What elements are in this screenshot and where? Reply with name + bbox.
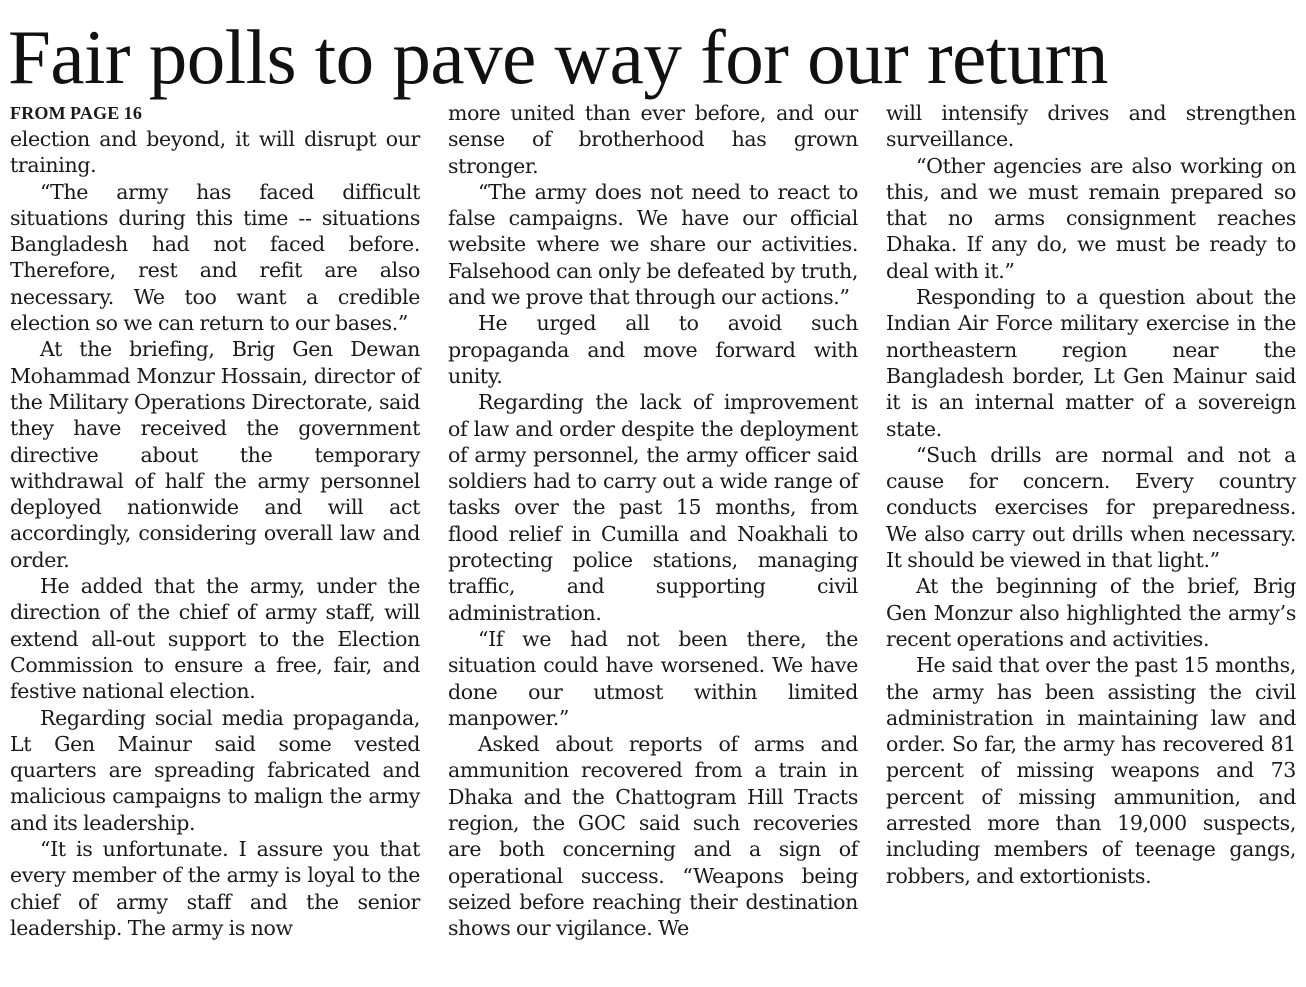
paragraph: “It is unfortunate. I assure you that every member of the army is loyal to the chief of army staff and the senior leadership. The army is now xyxy=(10,837,420,940)
continued-from-label: FROM PAGE 16 xyxy=(10,103,143,123)
headline: Fair polls to pave way for our return xyxy=(8,14,1108,100)
article-column-3 xyxy=(886,100,1296,889)
paragraph: At the beginning of the brief, Brig Gen Monzur also highlighted the army’s recent operations and activities. xyxy=(886,574,1296,651)
paragraph: Responding to a question about the Indian Air Force military exercise in the northeastern region near the Bangladesh border, Lt Gen Mainur said it is an internal matter of a sovereign state. xyxy=(886,285,1296,441)
paragraph: He added that the army, under the direction of the chief of army staff, will extend all-out support to the Election Commission to ensure a free, fair, and festive national election. xyxy=(10,574,420,704)
paragraph: He said that over the past 15 months, the army has been assisting the civil administration in maintaining law and order. So far, the army has recovered 81 percent of missing weapons and 73 percent of missing ammunition, and arrested more than 19,000 suspects, including members of teenage gangs, robbers, and extortionists. xyxy=(886,653,1296,888)
paragraph: Regarding social media propaganda, Lt Gen Mainur said some vested quarters are spreading fabricated and malicious campaigns to malign the army and its leadership. xyxy=(10,705,420,835)
paragraph: “The army does not need to react to false campaigns. We have our official website where we share our activities. Falsehood can only be defeated by truth, and we prove that through our actions.” xyxy=(448,179,858,310)
paragraph: He urged all to avoid such propaganda and move forward with unity. xyxy=(448,311,858,388)
paragraph: “Other agencies are also working on this, and we must remain prepared so that no arms consignment reaches Dhaka. If any do, we must be ready to deal with it.” xyxy=(886,153,1296,283)
paragraph: Asked about reports of arms and ammunition recovered from a train in Dhaka and the Chattogram Hill Tracts region, the GOC said such recoveries are both concerning and a sign of operational success. “Weapons being seized before reaching their destination shows our vigilance. We xyxy=(448,732,858,941)
article-column-2 xyxy=(448,100,858,942)
paragraph: “Such drills are normal and not a cause for concern. Every country conducts exercises for preparedness. We also carry out drills when necessary. It should be viewed in that light.” xyxy=(886,442,1296,573)
paragraph: will intensify drives and strengthen surveillance. xyxy=(886,101,1296,152)
paragraph: Regarding the lack of improvement of law and order despite the deployment of army personnel, the army officer said soldiers had to carry out a wide range of tasks over the past 15 months, from flood relief in Cumilla and Noakhali to protecting police stations, managing traffic, and supporting civil administration. xyxy=(448,390,858,625)
paragraph: more united than ever before, and our sense of brotherhood has grown stronger. xyxy=(448,101,858,178)
paragraph: election and beyond, it will disrupt our training. xyxy=(10,127,420,178)
paragraph: “The army has faced difficult situations during this time -- situations Bangladesh had not faced before. Therefore, rest and refit are also necessary. We too want a credible election so we can return to our bases.” xyxy=(10,179,420,336)
paragraph: At the briefing, Brig Gen Dewan Mohammad Monzur Hossain, director of the Military Operations Directorate, said they have received the government directive about the temporary withdrawal of half the army personnel deployed nationwide and will act accordingly, considering overall law and order. xyxy=(10,337,420,572)
paragraph: “If we had not been there, the situation could have worsened. We have done our utmost within limited manpower.” xyxy=(448,626,858,730)
article-column-1 xyxy=(10,100,420,941)
